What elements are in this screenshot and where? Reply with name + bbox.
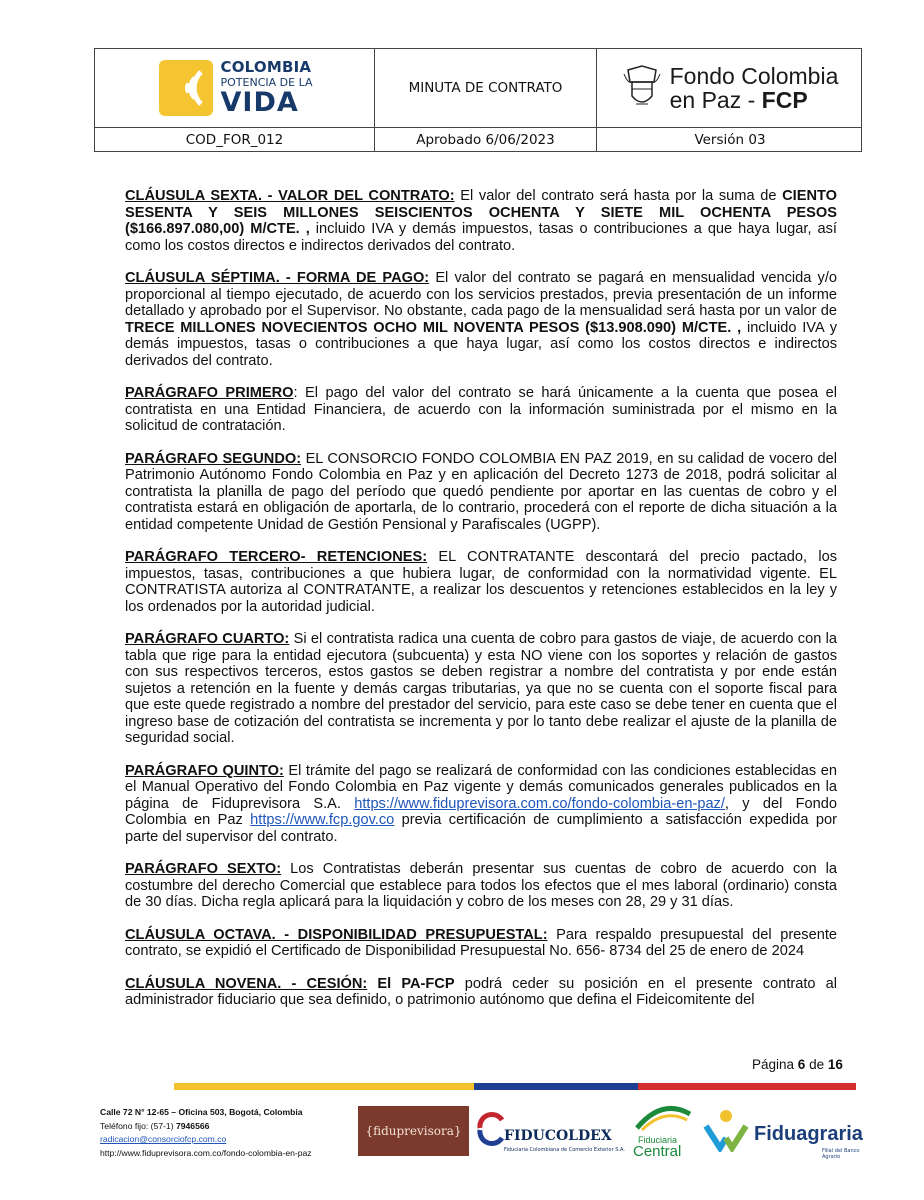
clause-sexta — [125, 188, 837, 254]
coat-of-arms-icon — [622, 64, 662, 112]
stripe-yellow — [174, 1083, 474, 1090]
paragraph-tercero — [125, 549, 837, 615]
contract-amount: CIENTO SESENTA Y SEIS MILLONES SEISCIENTOS OCHENTA Y SIETE MIL OCHENTA PESOS ($166.897.080,00) M/CTE. , — [125, 188, 837, 237]
page-current: 6 — [797, 1057, 806, 1072]
fiducoldex-name: FIDUCOLDEX — [504, 1128, 612, 1144]
stripe-blue — [474, 1083, 638, 1090]
page-separator: de — [805, 1057, 828, 1072]
paragraph-text: : El pago del valor del contrato se hará únicamente a la cuenta que posea el contratista en una Entidad Financiera, de acuerdo con la información suministrada por el mismo en la solicitud de contratación. — [125, 385, 837, 434]
fiducoldex-emblem-icon — [476, 1108, 504, 1148]
header-right-logo-cell — [597, 49, 863, 127]
paragraph-title: PARÁGRAFO CUARTO: — [125, 631, 290, 647]
contract-body — [125, 188, 837, 1025]
fiduprevisora-link[interactable]: https://www.fiduprevisora.com.co/fondo-colombia-en-paz/ — [354, 795, 725, 812]
footer-phone: 7946566 — [175, 1120, 210, 1131]
fcp-logo-line-2: en Paz - — [669, 87, 762, 113]
paragraph-title: PARÁGRAFO QUINTO: — [125, 762, 284, 779]
fiduciaria-central-line2: Central — [633, 1143, 682, 1160]
clause-text: podrá ceder su posición en el presente contrato al administrador fiduciario que sea definido, o patrimonio autónomo que defina el Fideicomitente del — [125, 975, 838, 1008]
paragraph-text: Si el contratista radica una cuenta de cobro para gastos de viaje, de acuerdo con la tabla que rige para la entidad ejecutora (subcuenta) y esta NO viene con los soportes y relación de gastos con sus respectivos terceros, estos gastos se deben registrar a nombre del contratista y por ende están sujetos a retención en la fuente y demás cargas tributarias, ya que no se cuenta con el soporte fiscal para que este quede registrado a nombre del prestador del servicio, para este caso se debe tener en cuenta que el ingreso base de cotización del contratista se incrementa y por lo tanto debe realizar el ajuste de la planilla de seguridad social. — [125, 631, 837, 746]
clause-text: Para respaldo presupuestal del presente contrato, se expidió el Certificado de Disponibilidad Presupuestal No. 656- 8734 del 25 de enero de 2024 — [125, 926, 837, 959]
color-stripe — [174, 1083, 856, 1090]
clause-title: CLÁUSULA NOVENA. - CESIÓN: — [125, 975, 368, 992]
header-left-logo-cell — [95, 49, 375, 127]
fcp-logo-abbr: FCP — [761, 87, 808, 113]
footer-address: Calle 72 N° 12-65 – Oficina 503, Bogotá, Colombia — [100, 1107, 303, 1117]
fiduprevisora-logo-text: {fiduprevisora} — [365, 1124, 462, 1138]
fiduagraria-logo — [702, 1108, 872, 1158]
paragraph-cuarto — [125, 631, 837, 747]
fiduprevisora-logo — [358, 1106, 469, 1156]
header-bottom-row — [95, 127, 861, 152]
clause-septima — [125, 270, 837, 369]
clause-text: incluido IVA y demás impuestos, tasas o contribuciones a que haya lugar, así como los costos directos e indirectos derivados del contrato. — [125, 221, 837, 254]
paragraph-text: EL CONSORCIO FONDO COLOMBIA EN PAZ 2019, en su calidad de vocero del Patrimonio Autónomo Fondo Colombia en Paz y en aplicación del Decreto 1273 de 2018, podrá solicitar al contratista la planilla de pago del período que quedó pendiente por aportar en las cuentas de cobro y el contratista estará en obligación de aportarla, de lo contrario, procederá con el reporte de dicha situación a la entidad competente Unidad de Gestión Pensional y Parafiscales (UGPP). — [125, 450, 837, 533]
page-total: 16 — [827, 1057, 843, 1072]
paragraph-text: El trámite del pago se realizará de conformidad con las condiciones establecidas en el Manual Operativo del Fondo Colombia en Paz vigente y demás comunicados generales publicados en la página de Fiduprevisora S.A. — [125, 762, 837, 812]
footer-email-link[interactable]: radicacion@consorciofcp.com.co — [100, 1134, 227, 1144]
paragraph-title: PARÁGRAFO TERCERO- RETENCIONES: — [125, 549, 428, 565]
paragraph-segundo — [125, 451, 837, 534]
paragraph-title: PARÁGRAFO SEXTO: — [125, 861, 282, 877]
monthly-amount: TRECE MILLONES NOVECIENTOS OCHO MIL NOVENTA PESOS ($13.908.090) M/CTE. , — [125, 319, 742, 336]
clause-octava — [125, 927, 837, 960]
clause-title: CLÁUSULA OCTAVA. - DISPONIBILIDAD PRESUPUESTAL: — [125, 926, 548, 943]
approval-date: Aprobado 6/06/2023 — [375, 127, 597, 152]
form-code: COD_FOR_012 — [95, 127, 375, 152]
clause-title: CLÁUSULA SÉPTIMA. - FORMA DE PAGO: — [125, 270, 430, 286]
document-header — [94, 48, 862, 152]
paragraph-text: previa certificación de cumplimiento a satisfacción expedida por parte del supervisor del contrato. — [125, 812, 837, 845]
fiduagraria-emblem-icon — [702, 1108, 750, 1152]
document-title: MINUTA DE CONTRATO — [375, 49, 597, 127]
fiduciaria-central-line1: Fiduciaria — [638, 1135, 678, 1145]
fcp-logo-line-1: Fondo Colombia — [669, 62, 839, 89]
broadcast-icon — [157, 58, 215, 118]
footer-web[interactable]: http://www.fiduprevisora.com.co/fondo-colombia-en-paz — [100, 1147, 312, 1158]
paragraph-primero — [125, 385, 837, 435]
clause-novena — [125, 976, 837, 1009]
paragraph-text: EL CONTRATANTE descontará del precio pactado, los impuestos, tasas, contribuciones a que hubiera lugar, de conformidad con la normatividad vigente. EL CONTRATISTA autoriza al CONTRATANTE, a realizar los descuentos y retenciones establecidos en la ley y los ordenados por la autoridad judicial. — [125, 549, 837, 615]
clause-text: incluido IVA y demás impuestos, tasas o contribuciones a que haya lugar, así como los costos directos e indirectos derivados del contrato. — [125, 319, 837, 369]
footer-contact — [100, 1106, 312, 1160]
form-version: Versión 03 — [694, 131, 766, 148]
colombia-potencia-logo — [157, 58, 313, 118]
fcp-link[interactable]: https://www.fcp.gov.co — [250, 812, 395, 828]
paragraph-sexto — [125, 861, 837, 911]
paragraph-text: , y del Fondo Colombia en Paz — [125, 795, 837, 828]
page-number — [752, 1057, 843, 1072]
clause-text: El valor del contrato será hasta por la suma de — [454, 188, 783, 204]
logo-line-2: POTENCIA DE LA — [220, 76, 313, 89]
paragraph-text: Los Contratistas deberán presentar sus cuentas de cobro de acuerdo con la costumbre del derecho Comercial que establece para todos los efectos que el mes laboral (ordinario) consta de 30 días. Dicha regla aplicará para la liquidación y cobro de los meses con 28, 29 y 31 días. — [125, 861, 837, 910]
clause-party: El PA-FCP — [367, 975, 455, 992]
paragraph-quinto — [125, 763, 837, 846]
footer-phone-label: Teléfono fijo: (57-1) — [100, 1120, 176, 1131]
stripe-red — [638, 1083, 856, 1090]
fiducoldex-subtitle: Fiduciaria Colombiana de Comercio Exterior S.A. — [504, 1147, 625, 1153]
header-top-row — [95, 49, 861, 128]
logo-line-3: VIDA — [220, 87, 299, 118]
fiduagraria-name: Fiduagraria — [754, 1123, 863, 1145]
fiducoldex-logo — [476, 1106, 628, 1161]
clause-title: CLÁUSULA SEXTA. - VALOR DEL CONTRATO: — [125, 188, 455, 204]
paragraph-title: PARÁGRAFO PRIMERO — [125, 385, 294, 401]
logo-line-1: COLOMBIA — [220, 58, 312, 76]
fiduagraria-subtitle: Filial del Banco Agrario — [822, 1148, 860, 1160]
page-label: Página — [752, 1057, 798, 1072]
leaf-icon — [632, 1104, 692, 1134]
clause-text: El valor del contrato se pagará en mensualidad vencida y/o proporcional al tiempo ejecutado, de acuerdo con los servicios prestados, previa presentación de un informe detallado y aprobado por el Supervisor. No obstante, cada pago de la mensualidad será hasta por un valor de — [125, 270, 837, 319]
paragraph-title: PARÁGRAFO SEGUNDO: — [125, 450, 302, 467]
fiduciaria-central-logo — [630, 1104, 696, 1160]
fondo-colombia-logo — [622, 64, 839, 112]
